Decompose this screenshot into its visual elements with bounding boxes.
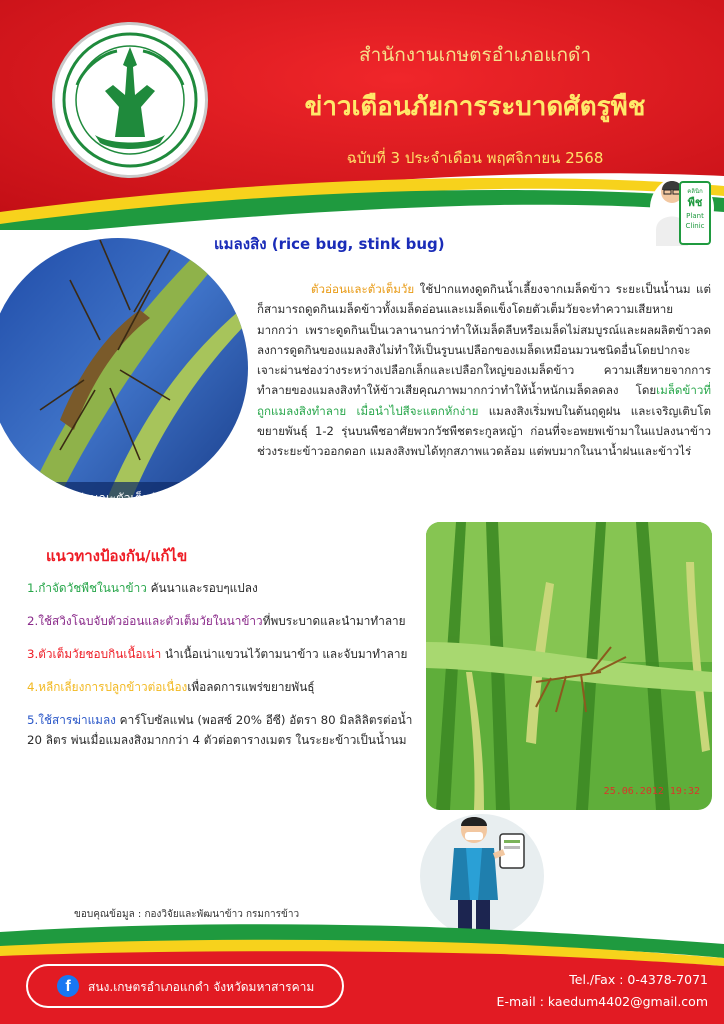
facebook-icon[interactable]: f <box>57 975 79 997</box>
item-text: คาร์โบซัลแฟน (พอสซ์ 20% อีซี) อัตรา 80 มิลลิลิตรต่อน้ำ 20 ลิตร พ่นเมื่อแมลงสิงมากกว่า 4 ตัวต่อตารางเมตร ในระยะข้าวเป็นน้ำนม <box>27 713 413 747</box>
rice-field-photo <box>426 522 712 810</box>
item-highlight: 3.ตัวเต็มวัยชอบกินเนื้อเน่า <box>27 647 162 661</box>
data-credit: ขอบคุณข้อมูล : กองวิจัยและพัฒนาข้าว กรมการข้าว <box>74 909 300 920</box>
item-highlight: 2.ใช้สวิงโฉบจับตัวอ่อนและตัวเต็มวัยในนาข้าว <box>27 614 263 628</box>
department-logo <box>52 22 208 178</box>
item-text: เพื่อลดการแพร่ขยายพันธุ์ <box>187 680 315 694</box>
description-green-highlight: เมล็ดข้าวที่ถูกแมลงสิงทำลาย เมื่อนำไปสีจะแตกหักง่าย <box>257 383 711 418</box>
pest-title: แมลงสิง (rice bug, stink bug) <box>214 235 445 253</box>
plant-clinic-badge <box>650 168 716 246</box>
item-highlight: 1.กำจัดวัชพืชในนาข้าว <box>27 581 147 595</box>
svg-text:คลินิก: คลินิก <box>687 188 703 195</box>
item-highlight: 5.ใช้สารฆ่าแมลง <box>27 713 116 727</box>
svg-text:พืช: พืช <box>687 196 703 209</box>
contact-tel: Tel./Fax : 0-4378-7071 <box>569 972 708 987</box>
pest-description <box>257 279 711 462</box>
item-text: ที่พบระบาดและนำมาทำลาย <box>262 614 406 628</box>
facebook-page-name[interactable]: สนง.เกษตรอำเภอแกดำ จังหวัดมหาสารคาม <box>88 980 315 994</box>
list-item <box>27 677 417 697</box>
item-highlight: 4.หลีกเลี่ยงการปลูกข้าวต่อเนื่อง <box>27 680 188 694</box>
item-text: คันนาและรอบๆแปลง <box>146 581 258 595</box>
description-highlight: ตัวอ่อนและตัวเต็มวัย <box>311 282 415 296</box>
svg-text:Clinic: Clinic <box>685 222 705 230</box>
rice-bug-photo <box>0 220 256 516</box>
photo-caption: ลักษณะตัวเต็มวัย <box>75 491 165 505</box>
issue-line: ฉบับที่ 3 ประจำเดือน พฤศจิกายน 2568 <box>346 149 604 167</box>
description-text-2: แมลงสิงเริ่มพบในต้นฤดูฝน และเจริญเติบโต ขยายพันธุ์ 1-2 รุ่นบนพืชอาศัยพวกวัชพืชตระกูลหญ้า ก่อนที่จะอพยพเข้ามาในแปลงนาข้าวช่วงระยะข้าวออกดอก แมลงสิงพบได้ทุกสภาพแวดล้อม แต่พบมากในนาน้ำฝนและข้าวไร่ <box>257 403 712 459</box>
photo-timestamp: 25.06.2012 19:32 <box>603 786 700 797</box>
list-item <box>27 710 417 750</box>
svg-text:Plant: Plant <box>686 212 704 220</box>
list-item <box>27 578 417 598</box>
prevention-title: แนวทางป้องกัน/แก้ไข <box>46 547 188 565</box>
item-text: นำเนื้อเน่าแขวนไว้ตามนาข้าว และจับมาทำลาย <box>161 647 408 661</box>
prevention-list <box>27 578 417 763</box>
list-item <box>27 611 417 631</box>
office-name: สำนักงานเกษตรอำเภอแกดำ <box>358 44 592 66</box>
contact-email[interactable]: E-mail : kaedum4402@gmail.com <box>496 994 708 1009</box>
bulletin-title: ข่าวเตือนภัยการระบาดศัตรูพืช <box>304 92 646 122</box>
list-item <box>27 644 417 664</box>
description-text-1: ใช้ปากแทงดูดกินน้ำเลี้ยงจากเมล็ดข้าว ระยะเป็นน้ำนม แต่ก็สามารถดูดกินเมล็ดข้าวทั้งเมล็ดอ่อนและเมล็ดแข็งโดยตัวเต็มวัยจะทำความเสียหายมากกว่า เพราะดูดกินเป็นเวลานานกว่าทำให้เมล็ดลีบหรือเมล็ดไม่สมบูรณ์และผลผลิตข้าวลดลงการดูดกินของแมลงสิงไม่ทำให้เป็นรูบนเปลือกของเมล็ดเหมือนมวนชนิดอื่นโดยปากจะเจาะผ่านช่องว่างระหว่างเปลือกเล็กและเปลือกใหญ่ของเมล็ดข้าว ความเสียหายจากการทำลายของแมลงสิงทำให้ข้าวเสียคุณภาพมากกว่าทำให้น้ำหนักเมล็ดลดลง โดย <box>257 282 711 398</box>
